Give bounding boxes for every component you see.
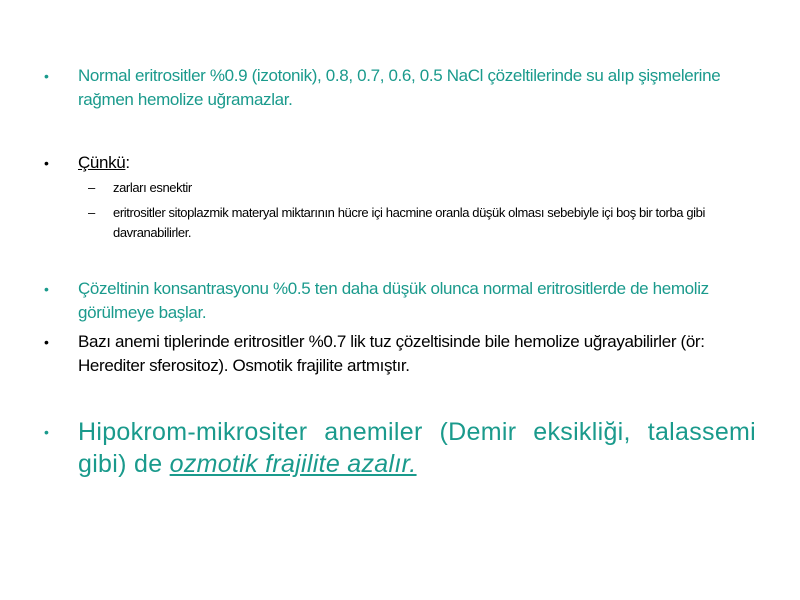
bullet-text-5-prefix: Hipokrom-mikrositer anemiler (Demir eksikliği, talassemi gibi) de <box>78 418 756 478</box>
cunku-label: Çünkü <box>78 153 126 172</box>
bullet-text-4: Bazı anemi tiplerinde eritrositler %0.7 lik tuz çözeltisinde bile hemolize uğrayabilirler (ör: Herediter sferositoz). Osmotik frajilite artmıştır. <box>78 332 705 375</box>
bullet-text-1: Normal eritrositler %0.9 (izotonik), 0.8, 0.7, 0.6, 0.5 NaCl çözeltilerinde su alıp şişmelerine rağmen hemolize uğramazlar. <box>78 66 721 109</box>
bullet-icon: • <box>44 334 49 350</box>
bullet-item-3 <box>44 277 756 329</box>
bullet-text-2 <box>78 151 756 175</box>
sub-bullet-text-1: zarları esnektir <box>113 180 192 195</box>
bullet-item-2 <box>44 151 756 175</box>
cunku-colon: : <box>125 153 130 172</box>
dash-icon: – <box>88 180 96 195</box>
bullet-item-5 <box>44 416 756 486</box>
bullet-icon: • <box>44 424 49 440</box>
bullet-icon: • <box>44 281 49 297</box>
sub-bullet-text-2: eritrositler sitoplazmik materyal miktarının hücre içi hacmine oranla düşük olması sebebiyle içi boş bir torba gibi davranabilirler. <box>113 205 705 240</box>
bullet-text-3: Çözeltinin konsantrasyonu %0.5 ten daha düşük olunca normal eritrositlerde de hemoliz görülmeye başlar. <box>78 279 709 322</box>
bullet-item-1 <box>44 64 756 116</box>
bullet-item-4 <box>44 330 756 382</box>
ozmotik-frajilite-emphasis: ozmotik frajilite azalır. <box>169 450 417 478</box>
dash-icon: – <box>88 205 96 220</box>
bullet-icon: • <box>44 155 49 171</box>
bullet-text-5 <box>78 416 756 480</box>
sub-bullet-item-2 <box>88 203 748 243</box>
sub-bullet-item-1 <box>88 178 748 198</box>
bullet-icon: • <box>44 68 49 84</box>
